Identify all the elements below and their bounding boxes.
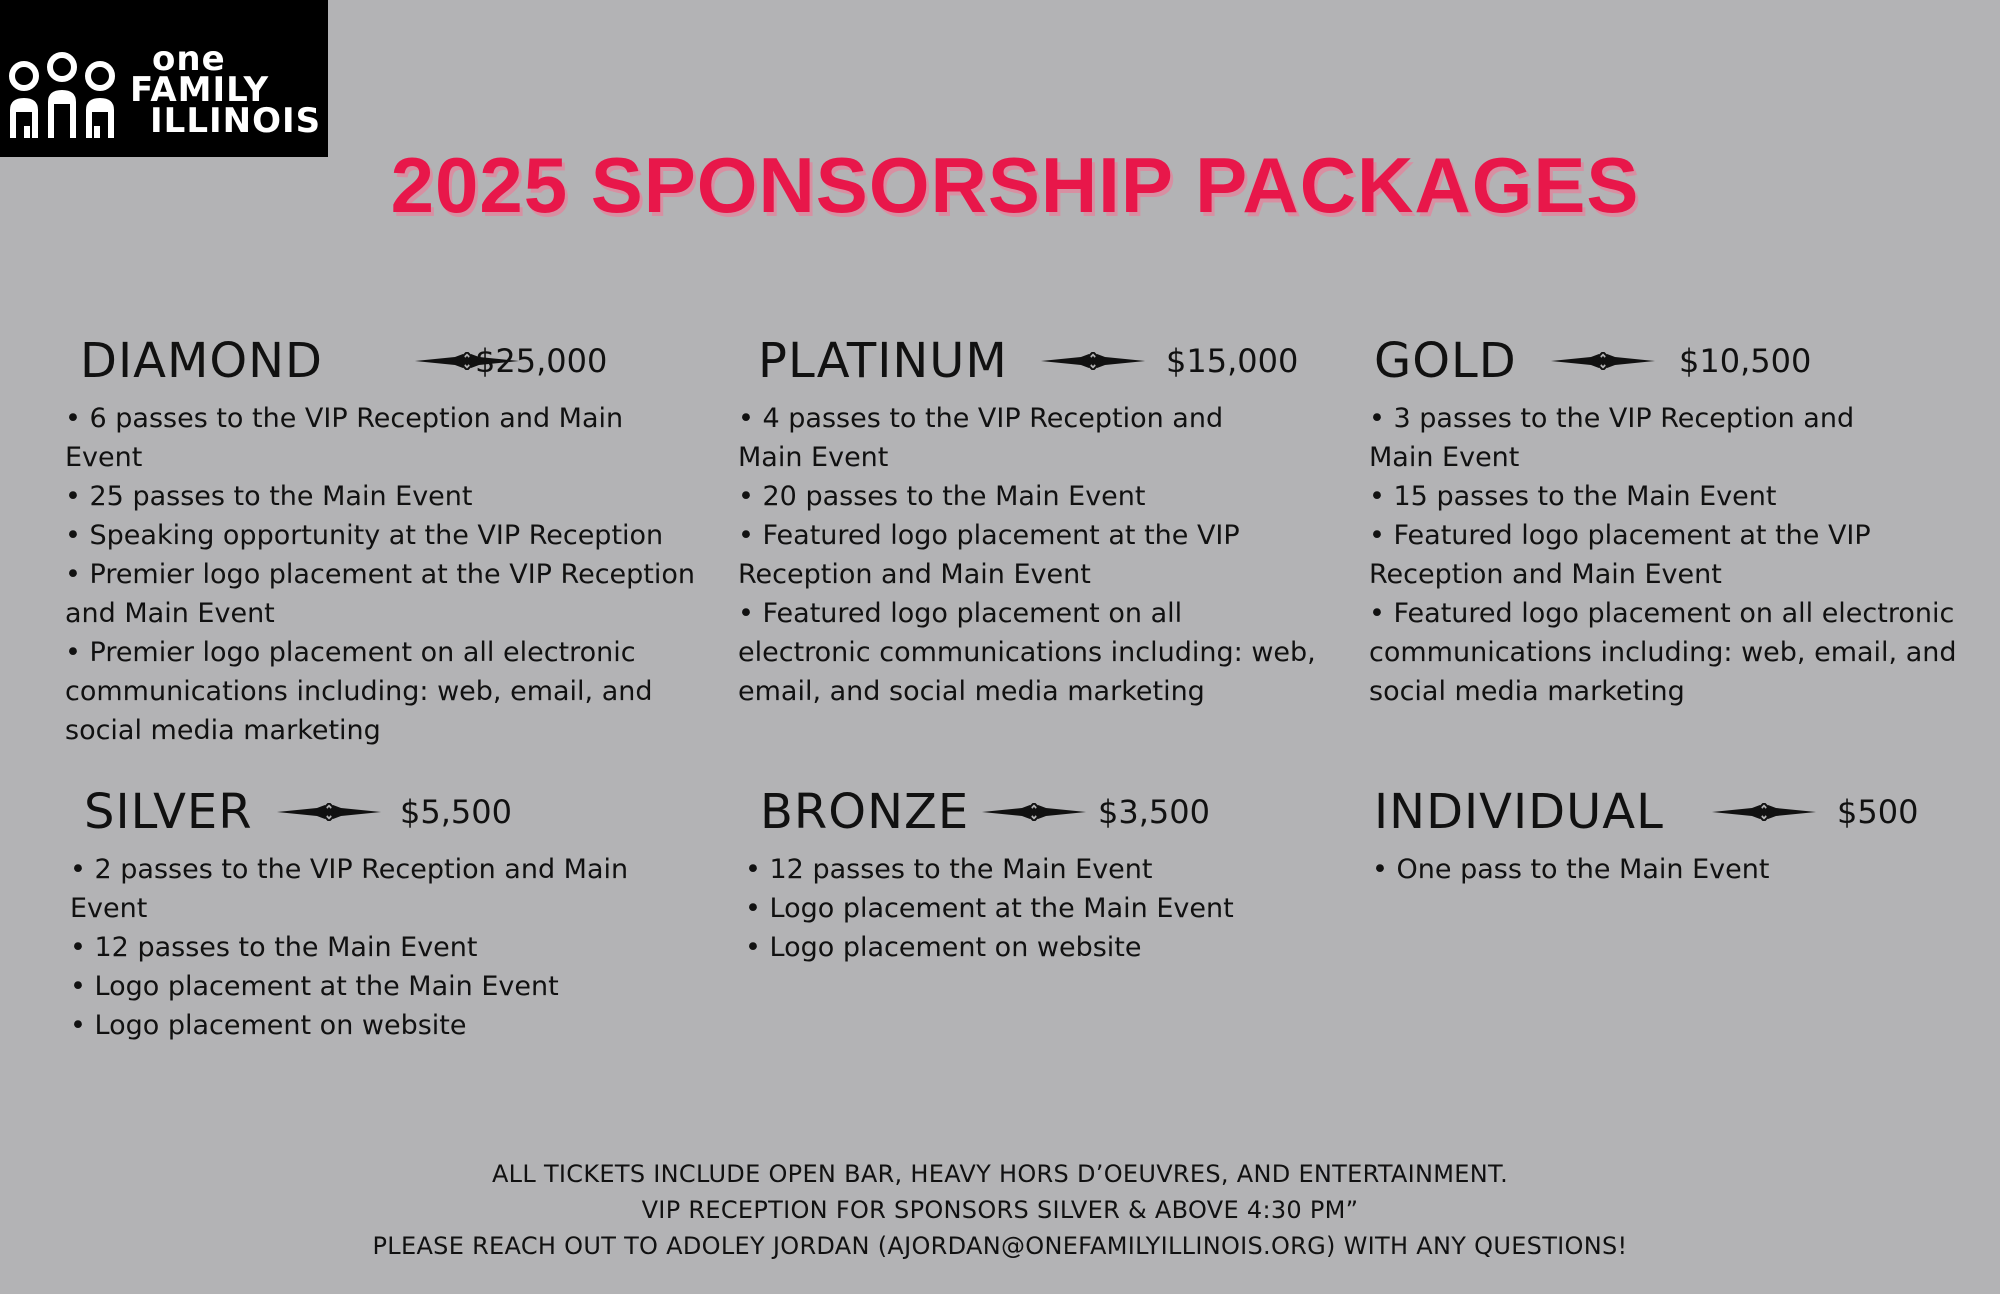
logo-line-family: FAMILY [130, 70, 270, 110]
list-item: • 6 passes to the VIP Reception and Main Event [65, 403, 624, 473]
list-item: • Speaking opportunity at the VIP Reception [65, 520, 664, 551]
list-item: • 3 passes to the VIP Reception and Main Event [1369, 403, 1855, 473]
benefits-list [1369, 399, 1984, 711]
package-silver [70, 782, 710, 1045]
list-item: • 20 passes to the Main Event [738, 481, 1146, 512]
package-header [738, 331, 1338, 391]
list-item: • One pass to the Main Event [1372, 854, 1770, 885]
package-bronze [745, 782, 1345, 967]
package-individual [1372, 782, 1972, 889]
tier-name: SILVER [84, 784, 253, 840]
tier-price: $25,000 [475, 342, 608, 380]
tier-price: $5,500 [400, 793, 512, 831]
tier-price: $500 [1837, 793, 1919, 831]
logo-line-one: one [152, 39, 226, 79]
footer-line-vip: VIP RECEPTION FOR SPONSORS SILVER & ABOVE 4:30 PM” [641, 1196, 1359, 1224]
benefits-list [738, 399, 1338, 711]
list-item: • Premier logo placement on all electronic communications including: web, email, and social media marketing [65, 637, 653, 746]
list-item: • 4 passes to the VIP Reception and Main Event [738, 403, 1224, 473]
list-item: • Featured logo placement at the VIP Reception and Main Event [1369, 520, 1871, 590]
ornament-icon [1041, 352, 1145, 370]
package-header [1372, 782, 1972, 842]
benefits-list [70, 850, 710, 1045]
tier-name: INDIVIDUAL [1374, 784, 1664, 840]
package-header [70, 782, 710, 842]
ornament-icon [1712, 803, 1816, 821]
list-item: • Featured logo placement at the VIP Reception and Main Event [738, 520, 1240, 590]
tier-name: BRONZE [760, 784, 970, 840]
list-item: • Logo placement on website [70, 1010, 467, 1041]
logo [0, 0, 328, 157]
package-gold [1369, 331, 1984, 711]
tier-name: PLATINUM [758, 333, 1008, 389]
package-platinum [738, 331, 1338, 711]
list-item: • 12 passes to the Main Event [745, 854, 1153, 885]
benefits-list [1372, 850, 1972, 889]
tier-price: $3,500 [1098, 793, 1210, 831]
logo-line-illinois: ILLINOIS [150, 101, 322, 141]
tier-name: GOLD [1374, 333, 1517, 389]
package-header [1369, 331, 1984, 391]
package-diamond [65, 331, 705, 750]
benefits-list [745, 850, 1345, 967]
list-item: • Logo placement at the Main Event [745, 893, 1234, 924]
footer-line-tickets: ALL TICKETS INCLUDE OPEN BAR, HEAVY HORS D’OEUVRES, AND ENTERTAINMENT. [491, 1160, 1509, 1188]
list-item: • Premier logo placement at the VIP Reception and Main Event [65, 559, 696, 629]
list-item: • 15 passes to the Main Event [1369, 481, 1777, 512]
list-item: • Logo placement on website [745, 932, 1142, 963]
list-item: • 25 passes to the Main Event [65, 481, 473, 512]
page-title: 2025 SPONSORSHIP PACKAGES [390, 141, 1640, 229]
tier-price: $10,500 [1679, 342, 1812, 380]
list-item: • 12 passes to the Main Event [70, 932, 478, 963]
footer-line-contact: PLEASE REACH OUT TO ADOLEY JORDAN (AJORDAN@ONEFAMILYILLINOIS.ORG) WITH ANY QUESTIONS! [372, 1232, 1628, 1260]
footer-notes [0, 1156, 2000, 1264]
list-item: • Logo placement at the Main Event [70, 971, 559, 1002]
family-people-icon [6, 52, 118, 140]
list-item: • Featured logo placement on all electronic communications including: web, email, and social media marketing [1369, 598, 1957, 707]
package-header [745, 782, 1345, 842]
package-header [65, 331, 705, 391]
list-item: • 2 passes to the VIP Reception and Main Event [70, 854, 629, 924]
benefits-list [65, 399, 705, 750]
list-item: • Featured logo placement on all electronic communications including: web, email, and social media marketing [738, 598, 1316, 707]
ornament-icon [982, 803, 1086, 821]
tier-price: $15,000 [1166, 342, 1299, 380]
tier-name: DIAMOND [80, 333, 324, 389]
ornament-icon [1551, 352, 1655, 370]
ornament-icon [277, 803, 381, 821]
logo-wordmark [130, 39, 322, 141]
